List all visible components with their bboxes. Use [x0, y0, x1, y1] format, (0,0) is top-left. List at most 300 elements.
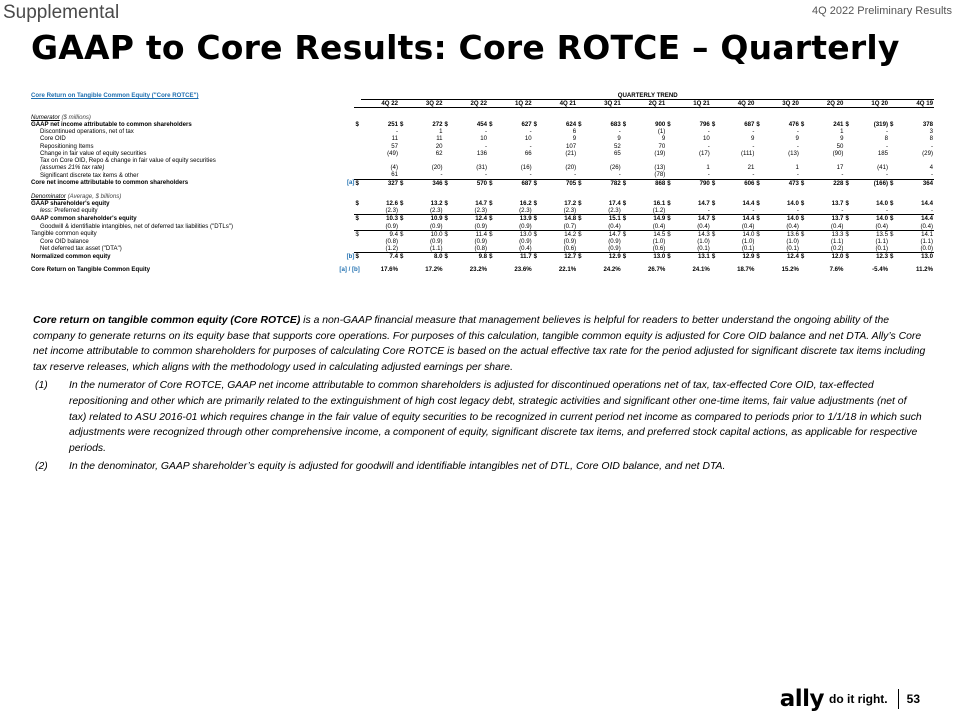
- slide-title: GAAP to Core Results: Core ROTCE – Quarterly: [31, 28, 900, 67]
- rotce-value: 17.6%: [380, 266, 398, 274]
- value-cell: (0.6): [563, 245, 577, 253]
- currency-cell: [889, 245, 896, 253]
- currency-cell: $: [622, 215, 629, 223]
- value-cell: 13.0: [896, 253, 934, 261]
- value-cell: 782: [584, 179, 622, 187]
- row-label-text: Goodwill & identifiable intangibles, net of deferred tax liabilities ("DTLs"): [40, 222, 233, 230]
- value-cell: 16.1: [653, 199, 666, 207]
- value-cell: -: [885, 142, 888, 150]
- currency-cell: $: [577, 215, 584, 223]
- value-cell: -: [707, 207, 710, 215]
- value-cell: -: [485, 171, 488, 179]
- currency-cell: [711, 143, 718, 150]
- value-cell: (0.4): [786, 222, 799, 230]
- currency-cell: [844, 135, 851, 142]
- intro-text: is a non-GAAP financial measure that management believes is helpful for readers to better understand the ongoing ability of the company to generate returns on its equity base that supports core operations. For purposes of this calculation, tangible common equity is adjusted for Core OID balance and net DTA. Ally’s Core net income attributable to common shareholders for purposes of calculating Core ROTCE is based on the actual effective tax rate for the period adjusted for significant discrete tax items including tax reserve releases, which aligns with the methodology used in calculating adjusted earnings per share.: [33, 315, 926, 373]
- row-marker: [338, 128, 354, 135]
- currency-cell: $: [354, 179, 361, 187]
- row-marker: [338, 207, 354, 215]
- currency-cell: [577, 135, 584, 142]
- value-cell: 12.0: [807, 253, 845, 261]
- value-cell: 13.3: [807, 230, 845, 238]
- currency-cell: [800, 164, 807, 171]
- value-cell: [406, 157, 444, 164]
- row-label-text: Core OID: [40, 135, 66, 143]
- currency-cell: [666, 164, 673, 171]
- period-header: 3Q 21: [577, 100, 622, 108]
- currency-cell: [889, 128, 896, 135]
- currency-cell: [354, 223, 361, 231]
- currency-cell: [889, 207, 896, 215]
- value-cell: (20): [431, 164, 443, 172]
- numerator-row: [30, 164, 934, 171]
- value-cell: 687: [744, 121, 755, 129]
- value-cell: (2.3): [385, 207, 398, 215]
- value-cell: 12.7: [540, 253, 578, 261]
- denominator-header-label: [30, 193, 934, 200]
- currency-cell: $: [889, 215, 896, 223]
- currency-cell: $: [844, 230, 851, 238]
- currency-cell: [800, 157, 807, 164]
- currency-cell: [844, 150, 851, 157]
- value-cell: 14.0: [718, 230, 756, 238]
- currency-cell: [844, 171, 851, 179]
- row-label: [30, 207, 338, 215]
- value-cell: [718, 157, 756, 164]
- value-cell: (0.7): [563, 222, 577, 230]
- rotce-value: -5.4%: [872, 266, 888, 274]
- value-cell: 13.1: [673, 253, 711, 261]
- footnote-1-number: (1): [35, 380, 48, 392]
- currency-cell: $: [845, 199, 849, 207]
- period-header: 2Q 21: [622, 100, 667, 108]
- currency-cell: $: [533, 199, 538, 207]
- value-cell: 900: [655, 121, 666, 129]
- denominator-row: [30, 215, 934, 223]
- rotce-value: 11.2%: [916, 266, 933, 274]
- period-header: 2Q 20: [800, 100, 845, 108]
- value-cell: (0.9): [430, 237, 443, 245]
- row-label: [30, 135, 338, 142]
- row-label-text: Change in fair value of equity securities: [40, 149, 147, 157]
- currency-cell: [444, 207, 451, 215]
- value-cell: 8: [929, 135, 933, 143]
- value-cell: 14.4: [896, 215, 934, 223]
- value-cell: 14.4: [742, 199, 755, 207]
- value-cell: (1.2): [385, 245, 398, 253]
- currency-cell: [488, 223, 495, 231]
- value-cell: 378: [922, 121, 933, 129]
- currency-cell: [711, 238, 718, 245]
- currency-cell: $: [711, 179, 718, 187]
- value-cell: -: [752, 142, 755, 150]
- value-cell: (1.0): [786, 237, 799, 245]
- value-cell: (1.2): [652, 207, 666, 215]
- value-cell: (16): [520, 164, 532, 172]
- period-header: 4Q 21: [533, 100, 578, 108]
- value-cell: 11.4: [451, 230, 489, 238]
- currency-cell: $: [533, 215, 540, 223]
- currency-cell: [844, 238, 851, 245]
- currency-cell: $: [755, 230, 762, 238]
- currency-cell: $: [354, 215, 361, 223]
- row-label: [30, 171, 338, 179]
- currency-cell: [354, 207, 361, 215]
- value-cell: [896, 157, 934, 164]
- value-cell: -: [440, 171, 443, 179]
- currency-cell: [755, 171, 762, 179]
- value-cell: (0.1): [741, 245, 755, 253]
- row-label-text: Tangible common equity: [31, 230, 97, 238]
- value-cell: 14.4: [921, 199, 933, 207]
- row-label-text: GAAP shareholder's equity: [31, 199, 110, 207]
- rotce-value: 22.1%: [558, 266, 577, 274]
- currency-cell: [444, 128, 451, 135]
- currency-cell: $: [755, 179, 762, 187]
- currency-cell: $: [444, 121, 448, 129]
- currency-cell: [444, 164, 451, 171]
- value-cell: -: [529, 142, 532, 150]
- currency-cell: [488, 245, 495, 253]
- value-cell: (0.9): [608, 237, 621, 245]
- currency-cell: [577, 238, 584, 245]
- row-marker: [338, 171, 354, 179]
- currency-cell: $: [667, 121, 671, 129]
- period-header: 3Q 22: [399, 100, 444, 108]
- currency-cell: $: [800, 215, 807, 223]
- rotce-value: 17.2%: [425, 266, 443, 274]
- value-cell: -: [930, 142, 933, 150]
- currency-cell: $: [399, 253, 406, 261]
- currency-cell: $: [488, 215, 495, 223]
- row-label: [30, 200, 338, 207]
- value-cell: (2.3): [563, 207, 577, 215]
- currency-cell: [622, 128, 629, 135]
- header-label-cell: [30, 100, 338, 108]
- currency-cell: $: [399, 121, 404, 129]
- value-cell: (20): [565, 164, 577, 172]
- value-cell: 1: [840, 128, 844, 136]
- period-header-row: [30, 100, 934, 108]
- value-cell: 14.8: [540, 215, 578, 223]
- row-label-text: Tax on Core OID, Repo & change in fair value of equity securities: [40, 157, 216, 164]
- value-cell: 14.7: [697, 199, 710, 207]
- value-cell: (0.9): [519, 237, 532, 245]
- currency-cell: [755, 128, 762, 135]
- value-cell: (1): [657, 128, 666, 136]
- value-cell: 11: [436, 135, 443, 143]
- row-marker: [a]: [346, 179, 355, 187]
- value-cell: 185: [877, 149, 888, 157]
- currency-cell: [577, 171, 584, 179]
- value-cell: -: [485, 128, 488, 136]
- rotce-table: [30, 92, 934, 274]
- value-cell: (0.4): [697, 222, 710, 230]
- currency-cell: $: [622, 179, 629, 187]
- currency-cell: [622, 238, 629, 245]
- currency-cell: [844, 245, 851, 253]
- currency-cell: $: [355, 199, 359, 207]
- value-cell: (0.0): [920, 245, 933, 253]
- currency-cell: [533, 128, 540, 135]
- currency-cell: [444, 223, 451, 231]
- currency-cell: $: [890, 121, 894, 129]
- value-cell: 1: [706, 164, 710, 172]
- rotce-marker: [a] / [b]: [339, 266, 360, 274]
- currency-cell: [800, 128, 807, 135]
- value-cell: 62: [435, 149, 443, 157]
- value-cell: (0.9): [474, 222, 488, 230]
- value-cell: (0.9): [519, 222, 532, 230]
- currency-cell: $: [755, 253, 762, 261]
- rotce-row: [30, 266, 934, 273]
- row-label: [30, 215, 338, 223]
- value-cell: (1.1): [830, 237, 844, 245]
- row-label: [30, 179, 338, 187]
- currency-cell: [444, 157, 451, 164]
- currency-cell: [444, 245, 451, 253]
- value-cell: (13): [654, 164, 666, 172]
- currency-cell: $: [800, 179, 807, 187]
- currency-cell: [533, 135, 540, 142]
- currency-cell: [399, 207, 406, 215]
- numerator-row: [30, 135, 934, 142]
- value-cell: -: [485, 142, 488, 150]
- period-header: 4Q 20: [711, 100, 756, 108]
- currency-cell: [354, 245, 361, 253]
- row-marker: [338, 215, 354, 223]
- currency-cell: $: [711, 253, 718, 261]
- value-cell: (111): [741, 149, 755, 157]
- period-header: 4Q 22: [354, 100, 399, 108]
- section-label: Supplemental: [3, 2, 120, 23]
- currency-cell: $: [489, 199, 493, 207]
- value-cell: 136: [476, 149, 488, 157]
- value-cell: 17: [836, 164, 844, 172]
- currency-cell: [844, 164, 851, 171]
- rotce-value: 7.6%: [829, 266, 844, 274]
- value-cell: (0.6): [652, 245, 666, 253]
- currency-cell: [711, 135, 718, 142]
- numerator-header: [30, 114, 934, 121]
- value-cell: (0.4): [920, 222, 933, 230]
- currency-cell: [577, 245, 584, 253]
- value-cell: 683: [610, 121, 621, 129]
- value-cell: (0.8): [474, 245, 488, 253]
- value-cell: -: [885, 207, 888, 215]
- value-cell: (1.1): [875, 237, 888, 245]
- row-label-text: Core OID balance: [40, 237, 89, 245]
- value-cell: [584, 157, 622, 164]
- value-cell: (0.1): [875, 245, 888, 253]
- currency-cell: [889, 143, 896, 150]
- currency-cell: $: [577, 253, 584, 261]
- numerator-row: [30, 157, 934, 164]
- currency-cell: $: [756, 121, 760, 129]
- currency-cell: $: [489, 121, 493, 129]
- row-marker: [338, 223, 354, 231]
- currency-cell: [577, 128, 584, 135]
- currency-cell: [711, 157, 718, 164]
- currency-cell: $: [399, 179, 406, 187]
- value-cell: -: [841, 207, 844, 215]
- row-label: [30, 128, 338, 135]
- currency-cell: $: [355, 121, 359, 129]
- row-label: [30, 230, 338, 238]
- value-cell: 66: [524, 149, 532, 157]
- value-cell: 473: [762, 179, 800, 187]
- value-cell: (0.9): [474, 237, 488, 245]
- value-cell: -: [752, 207, 755, 215]
- value-cell: 476: [788, 121, 799, 129]
- currency-cell: [533, 171, 540, 179]
- value-cell: -: [752, 171, 755, 179]
- denominator-header-units: (Average, $ billions): [65, 192, 122, 200]
- row-label-text: Core net income attributable to common shareholders: [31, 179, 189, 187]
- value-cell: 17.2: [564, 199, 577, 207]
- value-cell: 9: [572, 135, 577, 143]
- currency-cell: [711, 164, 718, 171]
- value-cell: (0.4): [875, 222, 888, 230]
- value-cell: 13.9: [495, 215, 533, 223]
- currency-cell: [622, 150, 629, 157]
- currency-cell: [844, 143, 851, 150]
- denominator-header: [30, 193, 934, 200]
- currency-cell: $: [889, 253, 896, 261]
- value-cell: 61: [391, 171, 398, 179]
- footnote-1: [33, 378, 926, 456]
- currency-cell: [577, 150, 584, 157]
- value-cell: 570: [451, 179, 489, 187]
- value-cell: -: [796, 207, 799, 215]
- currency-cell: [666, 238, 673, 245]
- currency-cell: [354, 128, 361, 135]
- footnote-1-text: In the numerator of Core ROTCE, GAAP net income attributable to common shareholders is adjusted for discontinued operations net of tax, tax-effected Core OID, tax-effected repositioning and other which are primarily related to the extinguishment of high cost legacy debt, strategic activities and significant other one-time items, fair value adjustments (net of tax) related to ASU 2016-01 which requires change in the fair value of equity securities to be recognized in current period net income as compared to periods prior to 1/1/18 in which such adjustments were recognized through other comprehensive income, a component of equity, significant discrete tax items, and preferred stock capital actions, as applicable for respective periods.: [69, 380, 922, 454]
- value-cell: 14.7: [584, 230, 622, 238]
- row-label-text: Discontinued operations, net of tax: [40, 128, 134, 136]
- value-cell: (0.4): [608, 222, 621, 230]
- currency-cell: [399, 150, 406, 157]
- currency-cell: [533, 143, 540, 150]
- value-cell: -: [707, 171, 710, 179]
- currency-cell: [844, 157, 851, 164]
- currency-cell: [488, 135, 495, 142]
- numerator-row: [30, 128, 934, 135]
- currency-cell: [399, 171, 406, 179]
- value-cell: 14.0: [762, 215, 800, 223]
- currency-cell: [755, 207, 762, 215]
- currency-cell: $: [622, 230, 629, 238]
- currency-cell: [444, 150, 451, 157]
- value-cell: 10: [703, 135, 710, 143]
- period-header: 1Q 21: [666, 100, 711, 108]
- value-cell: 12.9: [718, 253, 756, 261]
- value-cell: 14.0: [876, 199, 888, 207]
- value-cell: 10: [480, 135, 488, 143]
- intro-paragraph: [33, 313, 926, 375]
- currency-cell: $: [444, 230, 451, 238]
- value-cell: 12.6: [386, 199, 398, 207]
- ally-logo: ally: [779, 686, 824, 712]
- currency-cell: $: [711, 215, 718, 223]
- value-cell: (2.3): [608, 207, 621, 215]
- currency-cell: $: [578, 199, 582, 207]
- currency-cell: [577, 143, 584, 150]
- value-cell: (41): [877, 164, 888, 172]
- table-title-link[interactable]: Core Return on Tangible Common Equity ("Core ROTCE"): [31, 92, 199, 100]
- value-cell: 14.1: [896, 230, 934, 238]
- currency-cell: $: [444, 179, 451, 187]
- currency-cell: [354, 238, 361, 245]
- value-cell: 13.7: [831, 199, 844, 207]
- value-cell: (13): [788, 149, 799, 157]
- row-marker: [338, 135, 354, 142]
- currency-cell: [622, 207, 629, 215]
- value-cell: 10: [524, 135, 532, 143]
- row-marker: [338, 143, 354, 150]
- currency-cell: [488, 150, 495, 157]
- currency-cell: [622, 245, 629, 253]
- value-cell: 70: [658, 142, 666, 150]
- numerator-row: [30, 121, 934, 128]
- currency-cell: $: [533, 179, 540, 187]
- currency-cell: [711, 207, 718, 215]
- denominator-row: [30, 207, 934, 215]
- currency-cell: [488, 164, 495, 171]
- denominator-header-title: Denominator: [31, 192, 66, 200]
- value-cell: [673, 157, 711, 164]
- value-cell: -: [885, 171, 888, 179]
- value-cell: 20: [435, 142, 443, 150]
- currency-cell: [399, 238, 406, 245]
- value-cell: 12.4: [762, 253, 800, 261]
- value-cell: [451, 157, 489, 164]
- value-cell: (1.0): [697, 237, 710, 245]
- value-cell: (0.4): [519, 245, 532, 253]
- value-cell: (2.3): [519, 207, 532, 215]
- currency-cell: [488, 157, 495, 164]
- footnote-2-text: In the denominator, GAAP shareholder’s equity is adjusted for goodwill and identifiable intangibles net of DTL, Core OID balance, and net DTA.: [69, 461, 726, 473]
- currency-cell: [666, 157, 673, 164]
- rotce-value: 23.2%: [469, 266, 488, 274]
- value-cell: 4: [929, 164, 933, 172]
- currency-cell: $: [622, 199, 627, 207]
- value-cell: 241: [833, 121, 844, 129]
- rotce-value: 26.7%: [647, 266, 666, 274]
- row-marker: [338, 157, 354, 164]
- currency-cell: $: [533, 121, 538, 129]
- numerator-header-units: ($ millions): [59, 113, 91, 121]
- value-cell: (2.3): [430, 207, 443, 215]
- value-cell: 251: [387, 121, 398, 129]
- currency-cell: $: [622, 253, 629, 261]
- row-label: [30, 121, 338, 128]
- value-cell: [807, 157, 845, 164]
- numerator-header-title: Numerator: [31, 113, 60, 121]
- value-cell: 12.9: [584, 253, 622, 261]
- currency-cell: [399, 223, 406, 231]
- row-label-text: GAAP net income attributable to common shareholders: [31, 121, 192, 129]
- currency-cell: $: [578, 121, 582, 129]
- notes-section: [33, 313, 926, 475]
- currency-cell: [354, 164, 361, 171]
- header-spacer: [354, 92, 361, 100]
- denominator-row: [30, 238, 934, 245]
- value-cell: 606: [718, 179, 756, 187]
- value-cell: -: [574, 171, 577, 179]
- value-cell: 7.4: [361, 253, 399, 261]
- currency-cell: [711, 171, 718, 179]
